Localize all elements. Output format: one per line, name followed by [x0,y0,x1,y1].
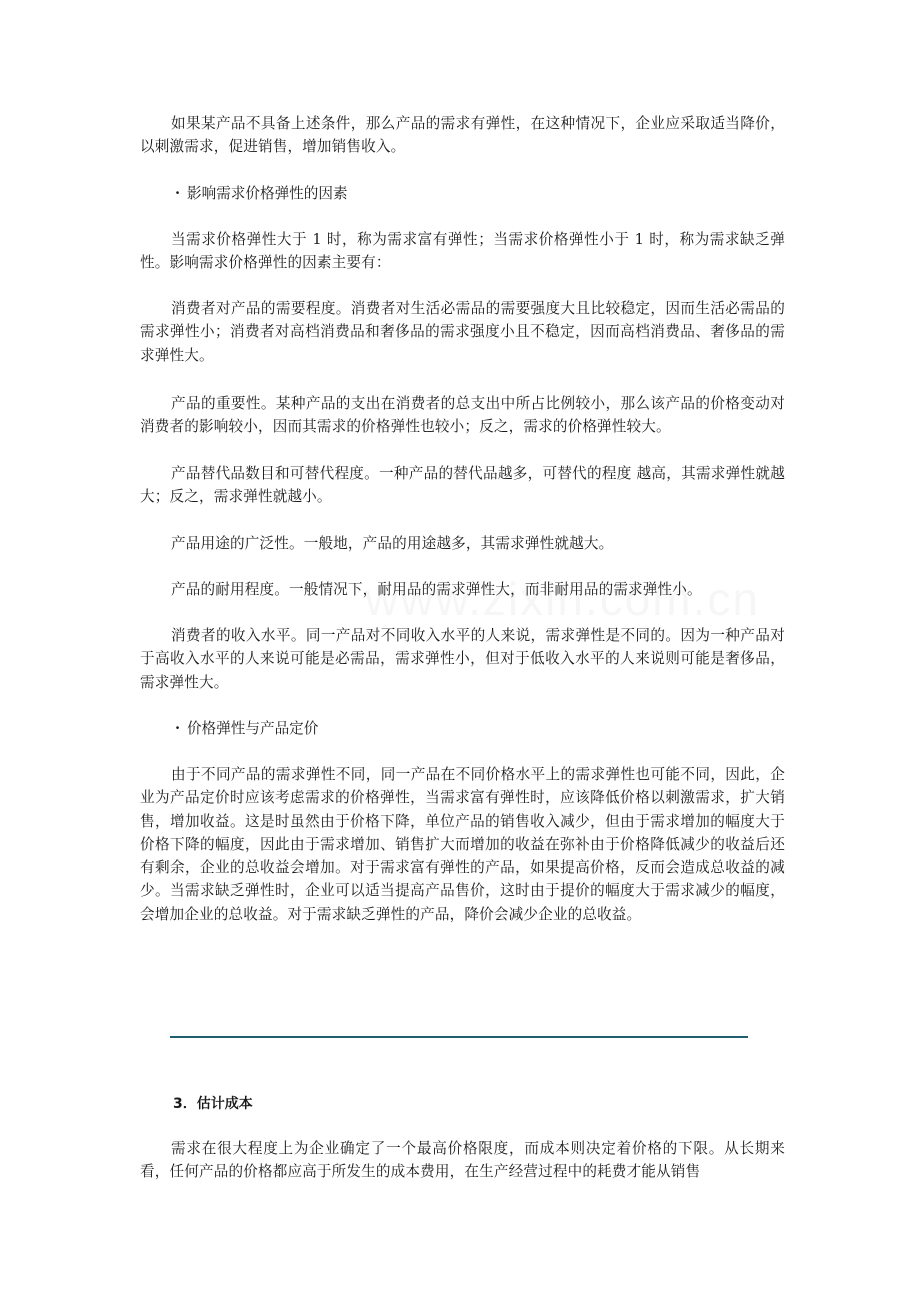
paragraph-cost-floor: 需求在很大程度上为企业确定了一个最高价格限度，而成本则决定着价格的下限。从长期来看，任何产品的价格都应高于所发生的成本费用，在生产经营过程中的耗费才能从销售 [140,1140,785,1181]
paragraph-consumer-need: 消费者对产品的需要程度。消费者对生活必需品的需要强度大且比较稳定，因而生活必需品的需求弹性小；消费者对高档消费品和奢侈品的需求强度小且不稳定，因而高档消费品、奢侈品的需求弹性大。 [140,300,785,364]
paragraph-substitutes: 产品替代品数目和可替代程度。一种产品的替代品越多，可替代的程度 越高，其需求弹性就越大；反之，需求弹性就越小。 [140,465,785,506]
section-divider [170,1036,748,1038]
bullet-heading-pricing-text: 价格弹性与产品定价 [187,720,319,737]
paragraph-durability: 产品的耐用程度。一般情况下，耐用品的需求弹性大，而非耐用品的需求弹性小。 [171,581,702,598]
bullet-dot-icon: · [175,720,181,737]
paragraph-elastic-demand: 如果某产品不具备上述条件，那么产品的需求有弹性，在这种情况下，企业应采取适当降价，以刺激需求，促进销售，增加销售收入。 [140,115,785,156]
paragraph-usage-breadth: 产品用途的广泛性。一般地，产品的用途越多，其需求弹性就越大。 [171,535,614,552]
bullet-heading-pricing [175,717,318,740]
paragraph-pricing-elasticity: 由于不同产品的需求弹性不同，同一产品在不同价格水平上的需求弹性也可能不同，因此，企业为产品定价时应该考虑需求的价格弹性，当需求富有弹性时，应该降低价格以刺激需求，扩大销售，增加收益。这是时虽然由于价格下降，单位产品的销售收入减少，但由于需求增加的幅度大于价格下降的幅度，因此由于需求增加、销售扩大而增加的收益在弥补由于价格降低减少的收益后还有剩余，企业的总收益会增加。对于需求富有弹性的产品，如果提高价格，反而会造成总收益的减少。当需求缺乏弹性时，企业可以适当提高产品售价，这时由于提价的幅度大于需求减少的幅度，会增加企业的总收益。对于需求缺乏弹性的产品，降价会减少企业的总收益。 [140,766,785,923]
bullet-dot-icon: · [175,185,181,202]
paragraph-income-level: 消费者的收入水平。同一产品对不同收入水平的人来说，需求弹性是不同的。因为一种产品对于高收入水平的人来说可能是必需品，需求弹性小，但对于低收入水平的人来说则可能是奢侈品，需求弹性大。 [140,627,785,691]
section-title-cost: 3．估计成本 [173,1096,253,1112]
paragraph-elasticity-definition: 当需求价格弹性大于 1 时，称为需求富有弹性；当需求价格弹性小于 1 时，称为需求缺乏弹性。影响需求价格弹性的因素主要有： [140,231,785,272]
bullet-heading-factors-text: 影响需求价格弹性的因素 [187,185,348,202]
bullet-heading-factors [175,182,348,205]
paragraph-product-importance: 产品的重要性。某种产品的支出在消费者的总支出中所占比例较小，那么该产品的价格变动对消费者的影响较小，因而其需求的价格弹性也较小；反之，需求的价格弹性较大。 [140,395,785,436]
